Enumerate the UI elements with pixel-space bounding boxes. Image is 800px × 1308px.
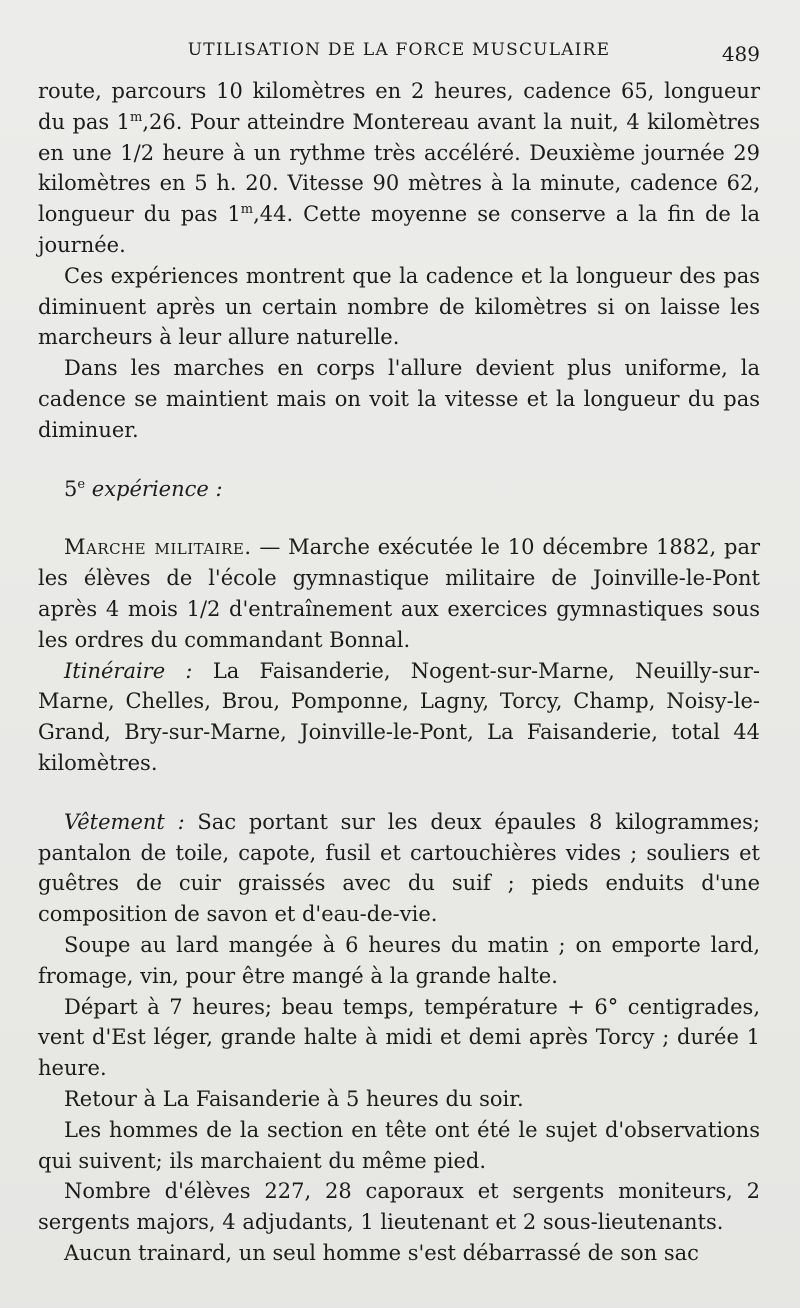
paragraph-1-text-a: route, parcours 10 kilomètres en 2 heures, cadence 65, longueur du pas 1 [38,79,760,134]
body-text [38,76,760,1269]
paragraph-4-text: — Marche exécutée le 10 décembre 1882, par les élèves de l'école gymnastique militaire de Joinville-le-Pont après 4 mois 1/2 d'entraînement aux exercices gymnastiques sous les ordres du commandant Bonnal. [38,535,760,652]
paragraph-2: Ces expériences montrent que la cadence et la longueur des pas diminuent après un certain nombre de kilomètres si on laisse les marcheurs à leur allure naturelle. [38,263,760,350]
paragraph-5 [38,656,760,779]
paragraph-5-text: La Faisanderie, Nogent-sur-Marne, Neuilly-sur-Marne, Chelles, Brou, Pomponne, Lagny, Torcy, Champ, Noisy-le-Grand, Bry-sur-Marne, Joinville-le-Pont, La Faisanderie, total 44 kilomètres. [38,658,760,775]
unit-superscript: m [240,202,254,218]
page-header [38,36,760,68]
paragraph-7: Soupe au lard mangée à 6 heures du matin ; on emporte lard, fromage, vin, pour être mangé à la grande halte. [38,932,760,988]
heading-number: 5 [64,476,78,501]
paragraph-8: Départ à 7 heures; beau temps, température + 6° centigrades, vent d'Est léger, grande halte à midi et demi après Torcy ; durée 1 heure. [38,994,760,1081]
paragraph-3: Dans les marches en corps l'allure devient plus uniforme, la cadence se maintient mais on voit la vitesse et la longueur du pas diminuer. [38,356,760,442]
paragraph-6-text: Sac portant sur les deux épaules 8 kilogrammes; pantalon de toile, capote, fusil et cartouchières vides ; souliers et guêtres de cuir graissés avec du suif ; pieds enduits d'une composition de savon et d'eau-de-vie. [38,809,760,927]
paragraph-6-label: Vêtement : [64,809,185,834]
paragraph-1-text-c: ,44. Cette moyenne se conserve a la fin de la journée. [38,202,761,257]
paragraph-5-label: Itinéraire : [64,658,193,683]
paragraph-12: Aucun trainard, un seul homme s'est débarrassé de son sac [64,1240,699,1265]
paragraph-11: Nombre d'élèves 227, 28 caporaux et sergents moniteurs, 2 sergents majors, 4 adjudants, 1 lieutenant et 2 sous-lieutenants. [38,1179,760,1235]
heading-text: expérience : [91,476,223,501]
unit-superscript: m [130,109,143,125]
section-heading [38,474,760,505]
paragraph-9: Retour à La Faisanderie à 5 heures du soir. [64,1086,524,1111]
paragraph-6 [38,807,760,930]
paragraph-4 [38,532,760,655]
paragraph-1-text-b: ,26. Pour atteindre Montereau avant la nuit, 4 kilomètres en une 1/2 heure à un rythme très accéléré. Deuxième journée 29 kilomètres en 5 h. 20. Vitesse 90 mètres à la minute, cadence 62, longueur du pas 1 [38,109,761,227]
heading-superscript: e [77,476,86,492]
paragraph-4-label: Marche militaire. [64,535,252,560]
running-title: UTILISATION DE LA FORCE MUSCULAIRE [187,40,611,60]
page-number: 489 [721,42,760,66]
paragraph-10: Les hommes de la section en tête ont été le sujet d'observations qui suivent; ils marchaient du même pied. [38,1117,760,1173]
paragraph-1 [38,76,760,261]
